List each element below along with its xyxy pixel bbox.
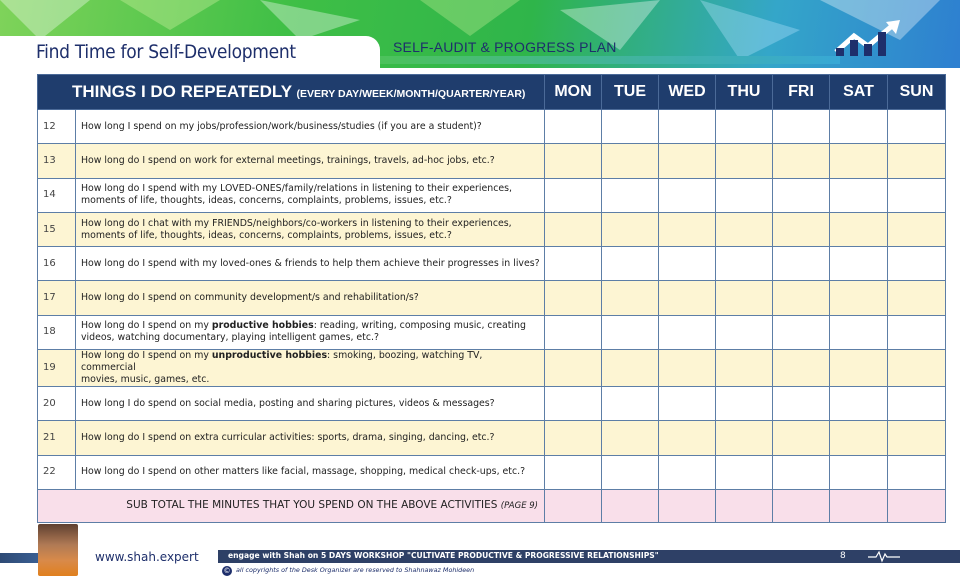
page-subtitle: SELF-AUDIT & PROGRESS PLAN [393, 39, 617, 55]
table-row [38, 455, 946, 489]
copyright-icon: © [223, 567, 231, 575]
time-entry-cell[interactable] [716, 350, 773, 387]
time-entry-cell[interactable] [602, 281, 659, 315]
copyright-text: all copyrights of the Desk Organizer are reserved to Shahnawaz Mohideen [236, 566, 475, 574]
table-row [38, 247, 946, 281]
time-entry-cell[interactable] [602, 212, 659, 246]
time-entry-cell[interactable] [659, 178, 716, 212]
time-entry-cell[interactable] [602, 387, 659, 421]
subtotal-cell[interactable] [602, 489, 659, 522]
time-entry-cell[interactable] [545, 387, 602, 421]
row-number: 20 [38, 387, 76, 421]
time-entry-cell[interactable] [888, 350, 946, 387]
time-entry-cell[interactable] [888, 421, 946, 455]
subtotal-cell[interactable] [545, 489, 602, 522]
row-number: 18 [38, 315, 76, 349]
avatar [38, 524, 78, 576]
row-number: 15 [38, 212, 76, 246]
time-entry-cell[interactable] [545, 315, 602, 349]
table-row [38, 212, 946, 246]
time-entry-cell[interactable] [545, 110, 602, 144]
time-entry-cell[interactable] [773, 247, 830, 281]
time-entry-cell[interactable] [716, 421, 773, 455]
time-entry-cell[interactable] [888, 247, 946, 281]
subtotal-cell[interactable] [830, 489, 888, 522]
activities-header: THINGS I DO REPEATEDLY (EVERY DAY/WEEK/MONTH/QUARTER/YEAR) [38, 75, 545, 110]
subtotal-cell[interactable] [716, 489, 773, 522]
time-entry-cell[interactable] [830, 247, 888, 281]
time-entry-cell[interactable] [545, 212, 602, 246]
time-entry-cell[interactable] [830, 144, 888, 178]
footer-accent-bar [0, 553, 40, 563]
time-entry-cell[interactable] [888, 110, 946, 144]
time-entry-cell[interactable] [659, 247, 716, 281]
time-entry-cell[interactable] [773, 178, 830, 212]
time-entry-cell[interactable] [773, 315, 830, 349]
activity-question: How long do I spend with my loved-ones & friends to help them achieve their progresses in lives? [76, 247, 545, 281]
day-header: FRI [773, 75, 830, 110]
page-number: 8 [840, 551, 846, 561]
row-number: 16 [38, 247, 76, 281]
time-entry-cell[interactable] [716, 247, 773, 281]
row-number: 13 [38, 144, 76, 178]
time-entry-cell[interactable] [602, 315, 659, 349]
time-entry-cell[interactable] [830, 350, 888, 387]
subtotal-cell[interactable] [888, 489, 946, 522]
time-entry-cell[interactable] [830, 212, 888, 246]
time-entry-cell[interactable] [602, 350, 659, 387]
activity-question: How long do I chat with my FRIENDS/neighbors/co-workers in listening to their experiences, moments of life, thoughts, ideas, concerns, complaints, problems, issues, etc.? [76, 212, 545, 246]
time-entry-cell[interactable] [659, 455, 716, 489]
subtotal-label: SUB TOTAL THE MINUTES THAT YOU SPEND ON THE ABOVE ACTIVITIES (PAGE 9) [38, 489, 545, 522]
time-entry-cell[interactable] [659, 315, 716, 349]
row-number: 22 [38, 455, 76, 489]
activity-question: How long do I spend on my unproductive hobbies: smoking, boozing, watching TV, commercial movies, music, games, etc. [76, 350, 545, 387]
time-entry-cell[interactable] [716, 315, 773, 349]
day-header: MON [545, 75, 602, 110]
time-entry-cell[interactable] [773, 387, 830, 421]
self-audit-table [37, 74, 946, 523]
time-entry-cell[interactable] [545, 144, 602, 178]
time-entry-cell[interactable] [830, 110, 888, 144]
day-header: THU [716, 75, 773, 110]
activity-question: How long do I spend on other matters like facial, massage, shopping, medical check-ups, etc.? [76, 455, 545, 489]
time-entry-cell[interactable] [545, 350, 602, 387]
time-entry-cell[interactable] [830, 455, 888, 489]
activity-question: How long do I spend on my productive hobbies: reading, writing, composing music, creating videos, watching documentary, playing intelligent games, etc.? [76, 315, 545, 349]
subtotal-cell[interactable] [773, 489, 830, 522]
table-row [38, 281, 946, 315]
subtotal-cell[interactable] [659, 489, 716, 522]
subtitle-underline [380, 56, 840, 64]
time-entry-cell[interactable] [545, 421, 602, 455]
activity-question: How long I do spend on social media, posting and sharing pictures, videos & messages? [76, 387, 545, 421]
time-entry-cell[interactable] [602, 178, 659, 212]
activity-question: How long do I spend with my LOVED-ONES/family/relations in listening to their experiences, moments of life, thoughts, ideas, concerns, complaints, problems, issues, etc.? [76, 178, 545, 212]
time-entry-cell[interactable] [716, 178, 773, 212]
day-header: SAT [830, 75, 888, 110]
time-entry-cell[interactable] [830, 178, 888, 212]
time-entry-cell[interactable] [830, 315, 888, 349]
time-entry-cell[interactable] [659, 110, 716, 144]
time-entry-cell[interactable] [602, 455, 659, 489]
time-entry-cell[interactable] [888, 387, 946, 421]
activity-question: How long I spend on my jobs/profession/work/business/studies (if you are a student)? [76, 110, 545, 144]
time-entry-cell[interactable] [830, 281, 888, 315]
day-header: WED [659, 75, 716, 110]
time-entry-cell[interactable] [659, 281, 716, 315]
time-entry-cell[interactable] [716, 212, 773, 246]
time-entry-cell[interactable] [773, 281, 830, 315]
time-entry-cell[interactable] [830, 387, 888, 421]
row-number: 21 [38, 421, 76, 455]
table-row [38, 144, 946, 178]
time-entry-cell[interactable] [659, 350, 716, 387]
activity-question: How long do I spend on community development/s and rehabilitation/s? [76, 281, 545, 315]
time-entry-cell[interactable] [716, 110, 773, 144]
page-title: Find Time for Self-Development [36, 41, 296, 63]
time-entry-cell[interactable] [773, 421, 830, 455]
table-row [38, 421, 946, 455]
time-entry-cell[interactable] [716, 144, 773, 178]
time-entry-cell[interactable] [773, 110, 830, 144]
time-entry-cell[interactable] [545, 247, 602, 281]
row-number: 12 [38, 110, 76, 144]
time-entry-cell[interactable] [773, 455, 830, 489]
time-entry-cell[interactable] [716, 281, 773, 315]
time-entry-cell[interactable] [659, 212, 716, 246]
pulse-icon [868, 550, 900, 563]
time-entry-cell[interactable] [659, 144, 716, 178]
time-entry-cell[interactable] [888, 212, 946, 246]
time-entry-cell[interactable] [773, 212, 830, 246]
time-entry-cell[interactable] [602, 110, 659, 144]
row-number: 14 [38, 178, 76, 212]
time-entry-cell[interactable] [545, 281, 602, 315]
subtotal-row [38, 489, 946, 522]
trend-chart-icon [830, 18, 910, 58]
time-entry-cell[interactable] [545, 455, 602, 489]
time-entry-cell[interactable] [830, 421, 888, 455]
row-number: 17 [38, 281, 76, 315]
time-entry-cell[interactable] [716, 455, 773, 489]
time-entry-cell[interactable] [659, 387, 716, 421]
day-header: TUE [602, 75, 659, 110]
row-number: 19 [38, 350, 76, 387]
table-row [38, 110, 946, 144]
time-entry-cell[interactable] [773, 144, 830, 178]
table-row [38, 350, 946, 387]
time-entry-cell[interactable] [716, 387, 773, 421]
time-entry-cell[interactable] [888, 144, 946, 178]
time-entry-cell[interactable] [602, 421, 659, 455]
time-entry-cell[interactable] [888, 315, 946, 349]
time-entry-cell[interactable] [888, 178, 946, 212]
time-entry-cell[interactable] [888, 281, 946, 315]
table-row [38, 387, 946, 421]
table-row [38, 315, 946, 349]
activity-question: How long do I spend on work for external meetings, trainings, travels, ad-hoc jobs, etc.? [76, 144, 545, 178]
time-entry-cell[interactable] [773, 350, 830, 387]
time-entry-cell[interactable] [602, 247, 659, 281]
time-entry-cell[interactable] [888, 455, 946, 489]
time-entry-cell[interactable] [602, 144, 659, 178]
table-row [38, 178, 946, 212]
day-header: SUN [888, 75, 946, 110]
website-link[interactable]: www.shah.expert [95, 550, 199, 564]
activity-question: How long do I spend on extra curricular activities: sports, drama, singing, dancing, etc.? [76, 421, 545, 455]
time-entry-cell[interactable] [545, 178, 602, 212]
workshop-text: engage with Shah on 5 DAYS WORKSHOP "CULTIVATE PRODUCTIVE & PROGRESSIVE RELATIONSHIPS" [228, 551, 659, 560]
table-header-row [38, 75, 946, 110]
time-entry-cell[interactable] [659, 421, 716, 455]
